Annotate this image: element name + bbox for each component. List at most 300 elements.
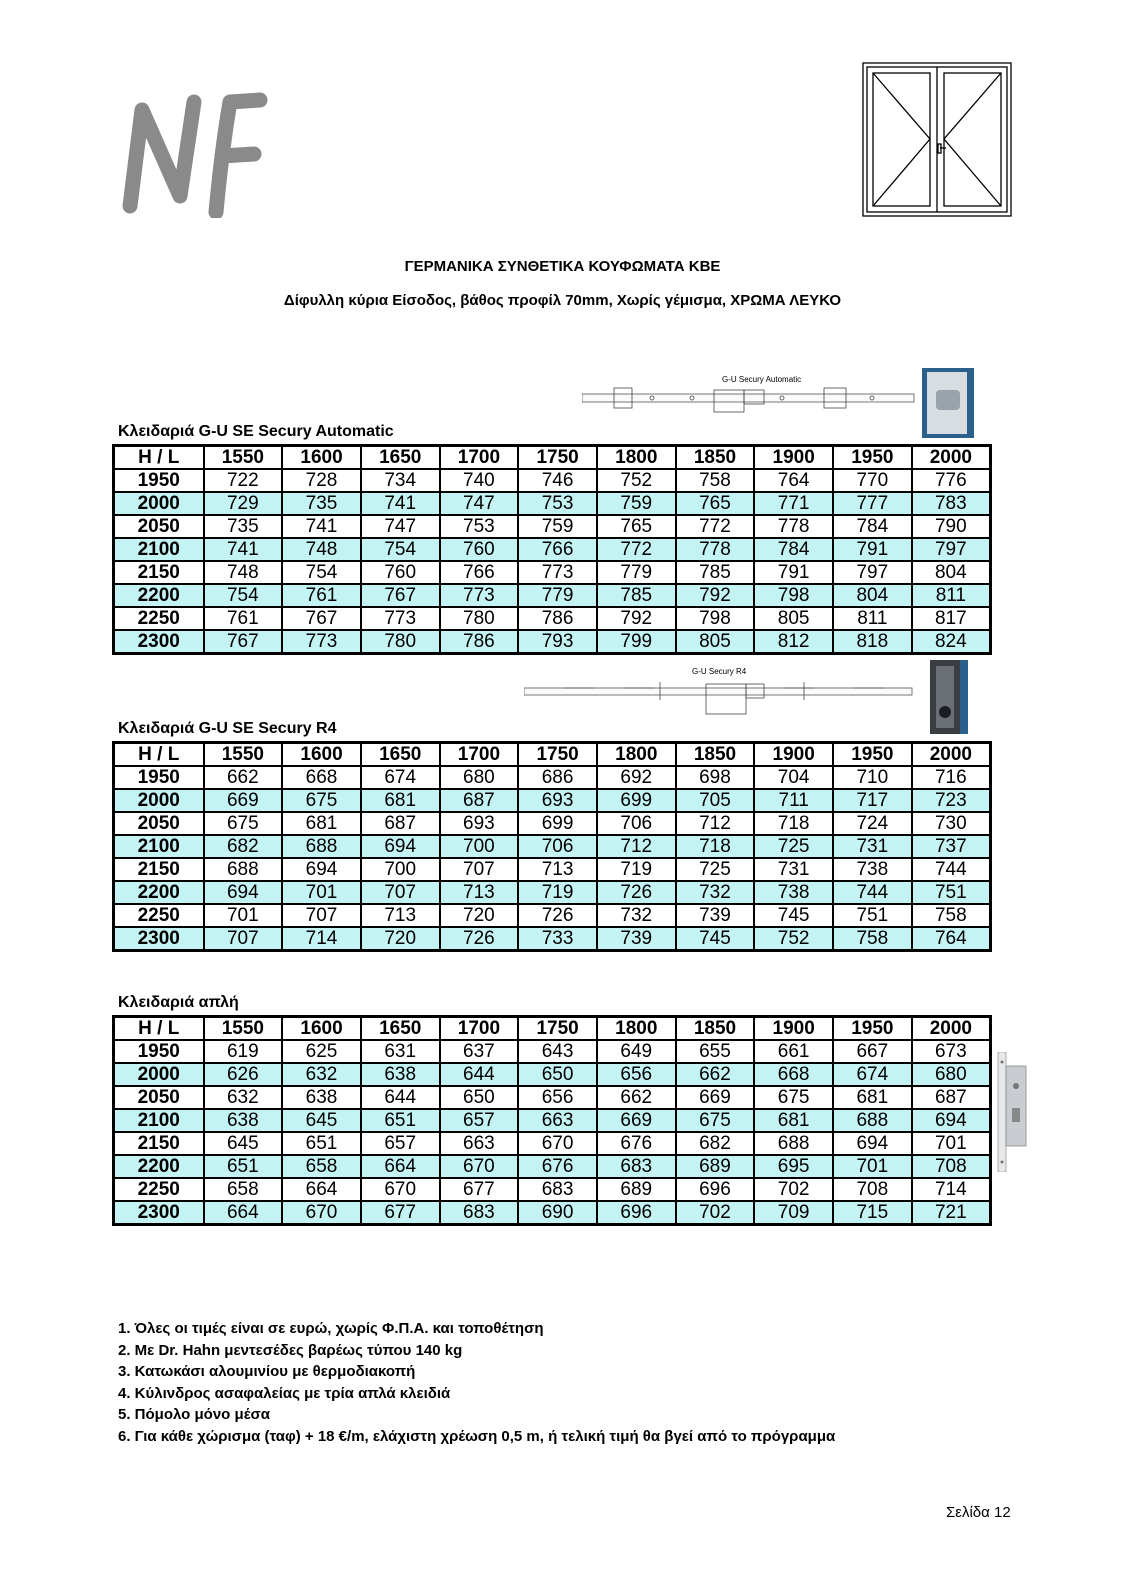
price-cell: 737 <box>912 835 991 858</box>
price-cell: 766 <box>440 561 519 584</box>
price-cell: 705 <box>676 789 755 812</box>
height-row-header: 2000 <box>114 789 204 812</box>
width-header-cell: 1750 <box>518 1017 597 1041</box>
width-header-cell: 1800 <box>597 743 676 767</box>
width-header-cell: 1950 <box>833 446 912 470</box>
price-table-secury-r4 <box>112 741 992 952</box>
price-cell: 752 <box>597 469 676 492</box>
price-cell: 700 <box>440 835 519 858</box>
price-cell: 707 <box>361 881 440 904</box>
price-cell: 779 <box>518 584 597 607</box>
price-cell: 773 <box>361 607 440 630</box>
table-row <box>114 515 991 538</box>
price-cell: 724 <box>833 812 912 835</box>
price-cell: 669 <box>597 1109 676 1132</box>
price-cell: 693 <box>518 789 597 812</box>
price-cell: 732 <box>597 904 676 927</box>
price-cell: 688 <box>204 858 283 881</box>
height-row-header: 2100 <box>114 1109 204 1132</box>
price-cell: 663 <box>518 1109 597 1132</box>
width-header-cell: 1700 <box>440 1017 519 1041</box>
width-header-cell: 1550 <box>204 743 283 767</box>
price-cell: 688 <box>754 1132 833 1155</box>
corner-header-cell: H / L <box>114 446 204 470</box>
price-cell: 733 <box>518 927 597 951</box>
price-cell: 721 <box>912 1201 991 1225</box>
price-cell: 713 <box>361 904 440 927</box>
price-cell: 792 <box>597 607 676 630</box>
height-row-header: 2200 <box>114 1155 204 1178</box>
price-cell: 754 <box>204 584 283 607</box>
table-row <box>114 766 991 789</box>
corner-header-cell: H / L <box>114 743 204 767</box>
table-row <box>114 812 991 835</box>
price-cell: 695 <box>754 1155 833 1178</box>
price-cell: 786 <box>518 607 597 630</box>
price-cell: 694 <box>833 1132 912 1155</box>
price-cell: 726 <box>597 881 676 904</box>
price-cell: 740 <box>440 469 519 492</box>
price-cell: 718 <box>676 835 755 858</box>
price-table-secury-automatic <box>112 444 992 655</box>
price-cell: 706 <box>597 812 676 835</box>
note-item: 4. Κύλινδρος ασαφαλείας με τρία απλά κλειδιά <box>118 1384 451 1402</box>
price-cell: 655 <box>676 1040 755 1063</box>
price-cell: 779 <box>597 561 676 584</box>
table-header-row <box>114 743 991 767</box>
price-cell: 731 <box>833 835 912 858</box>
secury-automatic-lock-photo <box>922 368 974 438</box>
price-cell: 674 <box>833 1063 912 1086</box>
width-header-cell: 1850 <box>676 743 755 767</box>
price-cell: 751 <box>912 881 991 904</box>
price-cell: 645 <box>204 1132 283 1155</box>
width-header-cell: 2000 <box>912 1017 991 1041</box>
price-cell: 707 <box>440 858 519 881</box>
width-header-cell: 1900 <box>754 446 833 470</box>
price-table-simple-lock <box>112 1015 992 1226</box>
price-cell: 650 <box>518 1063 597 1086</box>
price-cell: 693 <box>440 812 519 835</box>
price-cell: 704 <box>754 766 833 789</box>
price-cell: 657 <box>440 1109 519 1132</box>
price-cell: 619 <box>204 1040 283 1063</box>
price-cell: 683 <box>440 1201 519 1225</box>
price-cell: 780 <box>361 630 440 654</box>
price-cell: 668 <box>754 1063 833 1086</box>
height-row-header: 2300 <box>114 630 204 654</box>
price-cell: 764 <box>754 469 833 492</box>
height-row-header: 2300 <box>114 1201 204 1225</box>
table-row <box>114 789 991 812</box>
price-cell: 712 <box>676 812 755 835</box>
price-cell: 726 <box>440 927 519 951</box>
price-cell: 765 <box>676 492 755 515</box>
price-cell: 663 <box>440 1132 519 1155</box>
price-cell: 754 <box>282 561 361 584</box>
price-cell: 680 <box>440 766 519 789</box>
price-cell: 793 <box>518 630 597 654</box>
price-cell: 785 <box>597 584 676 607</box>
table-row <box>114 927 991 951</box>
page-subtitle: Δίφυλλη κύρια Είσοδος, βάθος προφίλ 70mm, Χωρίς γέμισμα, ΧΡΩΜΑ ΛΕΥΚΟ <box>283 292 842 309</box>
price-cell: 717 <box>833 789 912 812</box>
price-cell: 797 <box>833 561 912 584</box>
price-cell: 644 <box>361 1086 440 1109</box>
price-cell: 651 <box>361 1109 440 1132</box>
height-row-header: 2000 <box>114 492 204 515</box>
price-cell: 760 <box>361 561 440 584</box>
price-cell: 797 <box>912 538 991 561</box>
height-row-header: 2250 <box>114 904 204 927</box>
price-cell: 681 <box>282 812 361 835</box>
price-cell: 772 <box>597 538 676 561</box>
price-cell: 683 <box>597 1155 676 1178</box>
table-row <box>114 469 991 492</box>
width-header-cell: 1950 <box>833 1017 912 1041</box>
price-cell: 692 <box>597 766 676 789</box>
price-cell: 662 <box>676 1063 755 1086</box>
price-cell: 735 <box>204 515 283 538</box>
price-cell: 632 <box>282 1063 361 1086</box>
table-row <box>114 1201 991 1225</box>
price-cell: 747 <box>361 515 440 538</box>
price-cell: 752 <box>754 927 833 951</box>
price-cell: 632 <box>204 1086 283 1109</box>
price-cell: 682 <box>204 835 283 858</box>
price-cell: 811 <box>912 584 991 607</box>
price-cell: 644 <box>440 1063 519 1086</box>
price-cell: 761 <box>204 607 283 630</box>
height-row-header: 2150 <box>114 561 204 584</box>
price-cell: 707 <box>204 927 283 951</box>
price-cell: 681 <box>754 1109 833 1132</box>
price-cell: 701 <box>833 1155 912 1178</box>
price-cell: 701 <box>204 904 283 927</box>
mortise-lock-image <box>994 1052 1030 1172</box>
height-row-header: 2050 <box>114 1086 204 1109</box>
price-cell: 791 <box>754 561 833 584</box>
width-header-cell: 2000 <box>912 446 991 470</box>
price-cell: 688 <box>282 835 361 858</box>
price-cell: 792 <box>676 584 755 607</box>
table-row <box>114 492 991 515</box>
lock-image-caption: G-U Secury Automatic <box>722 375 802 384</box>
price-cell: 728 <box>282 469 361 492</box>
height-row-header: 2050 <box>114 515 204 538</box>
price-cell: 725 <box>676 858 755 881</box>
price-cell: 767 <box>361 584 440 607</box>
price-cell: 706 <box>518 835 597 858</box>
price-cell: 661 <box>754 1040 833 1063</box>
table-row <box>114 1132 991 1155</box>
table-row <box>114 607 991 630</box>
price-cell: 673 <box>912 1040 991 1063</box>
price-cell: 716 <box>912 766 991 789</box>
price-cell: 643 <box>518 1040 597 1063</box>
table-row <box>114 1178 991 1201</box>
price-cell: 651 <box>204 1155 283 1178</box>
height-row-header: 2200 <box>114 881 204 904</box>
price-cell: 689 <box>597 1178 676 1201</box>
price-cell: 626 <box>204 1063 283 1086</box>
price-cell: 709 <box>754 1201 833 1225</box>
price-cell: 699 <box>518 812 597 835</box>
height-row-header: 2000 <box>114 1063 204 1086</box>
price-cell: 771 <box>754 492 833 515</box>
height-row-header: 2200 <box>114 584 204 607</box>
price-cell: 745 <box>754 904 833 927</box>
width-header-cell: 1850 <box>676 446 755 470</box>
table-label-secury-automatic: Κλειδαριά G-U SE Secury Automatic <box>118 423 394 440</box>
price-cell: 766 <box>518 538 597 561</box>
price-cell: 677 <box>361 1201 440 1225</box>
price-cell: 688 <box>833 1109 912 1132</box>
height-row-header: 2050 <box>114 812 204 835</box>
height-row-header: 1950 <box>114 1040 204 1063</box>
table-row <box>114 561 991 584</box>
price-cell: 741 <box>361 492 440 515</box>
price-cell: 777 <box>833 492 912 515</box>
price-cell: 670 <box>282 1201 361 1225</box>
price-cell: 784 <box>833 515 912 538</box>
price-cell: 664 <box>204 1201 283 1225</box>
price-cell: 662 <box>597 1086 676 1109</box>
price-cell: 818 <box>833 630 912 654</box>
price-cell: 658 <box>282 1155 361 1178</box>
price-cell: 713 <box>440 881 519 904</box>
price-cell: 725 <box>754 835 833 858</box>
price-cell: 720 <box>440 904 519 927</box>
price-cell: 675 <box>754 1086 833 1109</box>
price-cell: 670 <box>518 1132 597 1155</box>
price-cell: 767 <box>282 607 361 630</box>
price-cell: 625 <box>282 1040 361 1063</box>
note-item: 3. Κατωκάσι αλουμινίου με θερμοδιακοπή <box>118 1363 416 1380</box>
price-cell: 747 <box>440 492 519 515</box>
price-cell: 812 <box>754 630 833 654</box>
price-cell: 759 <box>518 515 597 538</box>
price-cell: 798 <box>676 607 755 630</box>
price-cell: 681 <box>361 789 440 812</box>
price-cell: 690 <box>518 1201 597 1225</box>
price-cell: 694 <box>912 1109 991 1132</box>
price-cell: 731 <box>754 858 833 881</box>
price-cell: 662 <box>204 766 283 789</box>
double-door-drawing <box>862 62 1012 217</box>
price-cell: 772 <box>676 515 755 538</box>
table-row <box>114 1040 991 1063</box>
price-cell: 824 <box>912 630 991 654</box>
price-cell: 798 <box>754 584 833 607</box>
price-cell: 638 <box>204 1109 283 1132</box>
price-cell: 791 <box>833 538 912 561</box>
price-cell: 770 <box>833 469 912 492</box>
note-item: 5. Πόμολο μόνο μέσα <box>118 1406 270 1423</box>
price-cell: 738 <box>833 858 912 881</box>
price-cell: 696 <box>676 1178 755 1201</box>
price-cell: 765 <box>597 515 676 538</box>
table-header-row <box>114 446 991 470</box>
price-cell: 645 <box>282 1109 361 1132</box>
price-cell: 739 <box>676 904 755 927</box>
nf-logo <box>118 88 268 218</box>
price-cell: 732 <box>676 881 755 904</box>
width-header-cell: 1550 <box>204 1017 283 1041</box>
price-cell: 729 <box>204 492 283 515</box>
price-cell: 758 <box>676 469 755 492</box>
width-header-cell: 1800 <box>597 1017 676 1041</box>
price-cell: 675 <box>204 812 283 835</box>
note-item: 2. Με Dr. Hahn μεντεσέδες βαρέως τύπου 140 kg <box>118 1341 463 1359</box>
table-row <box>114 835 991 858</box>
price-cell: 713 <box>518 858 597 881</box>
width-header-cell: 1600 <box>282 1017 361 1041</box>
price-cell: 719 <box>597 858 676 881</box>
price-cell: 751 <box>833 904 912 927</box>
price-cell: 741 <box>282 515 361 538</box>
price-cell: 758 <box>833 927 912 951</box>
price-cell: 656 <box>597 1063 676 1086</box>
price-cell: 649 <box>597 1040 676 1063</box>
price-cell: 735 <box>282 492 361 515</box>
table-label-simple-lock: Κλειδαριά απλή <box>118 994 239 1011</box>
price-cell: 741 <box>204 538 283 561</box>
height-row-header: 2300 <box>114 927 204 951</box>
table-row <box>114 1086 991 1109</box>
price-cell: 638 <box>282 1086 361 1109</box>
secury-automatic-lock-image <box>582 372 922 416</box>
height-row-header: 2250 <box>114 607 204 630</box>
width-header-cell: 1600 <box>282 446 361 470</box>
price-cell: 817 <box>912 607 991 630</box>
table-header-row <box>114 1017 991 1041</box>
price-cell: 786 <box>440 630 519 654</box>
price-cell: 683 <box>518 1178 597 1201</box>
price-cell: 719 <box>518 881 597 904</box>
price-cell: 675 <box>282 789 361 812</box>
width-header-cell: 1800 <box>597 446 676 470</box>
table-row <box>114 1109 991 1132</box>
page-number: Σελίδα 12 <box>946 1504 1011 1521</box>
price-cell: 702 <box>754 1178 833 1201</box>
height-row-header: 2100 <box>114 835 204 858</box>
price-cell: 811 <box>833 607 912 630</box>
price-cell: 674 <box>361 766 440 789</box>
price-cell: 785 <box>676 561 755 584</box>
price-cell: 773 <box>440 584 519 607</box>
price-cell: 739 <box>597 927 676 951</box>
price-cell: 637 <box>440 1040 519 1063</box>
price-cell: 718 <box>754 812 833 835</box>
price-cell: 694 <box>282 858 361 881</box>
price-cell: 670 <box>440 1155 519 1178</box>
width-header-cell: 1850 <box>676 1017 755 1041</box>
price-cell: 650 <box>440 1086 519 1109</box>
width-header-cell: 1650 <box>361 446 440 470</box>
price-cell: 708 <box>912 1155 991 1178</box>
price-cell: 664 <box>282 1178 361 1201</box>
price-cell: 676 <box>597 1132 676 1155</box>
price-cell: 805 <box>754 607 833 630</box>
secury-r4-lock-photo <box>920 660 970 734</box>
height-row-header: 2250 <box>114 1178 204 1201</box>
price-cell: 723 <box>912 789 991 812</box>
table-row <box>114 904 991 927</box>
price-cell: 687 <box>361 812 440 835</box>
secury-r4-lock-image <box>524 664 914 720</box>
price-cell: 715 <box>833 1201 912 1225</box>
price-cell: 689 <box>676 1155 755 1178</box>
width-header-cell: 2000 <box>912 743 991 767</box>
width-header-cell: 1700 <box>440 743 519 767</box>
price-cell: 776 <box>912 469 991 492</box>
price-cell: 657 <box>361 1132 440 1155</box>
width-header-cell: 1650 <box>361 1017 440 1041</box>
price-cell: 702 <box>676 1201 755 1225</box>
table-row <box>114 538 991 561</box>
price-cell: 730 <box>912 812 991 835</box>
price-cell: 711 <box>754 789 833 812</box>
price-cell: 681 <box>833 1086 912 1109</box>
table-row <box>114 630 991 654</box>
price-cell: 698 <box>676 766 755 789</box>
price-cell: 667 <box>833 1040 912 1063</box>
table-row <box>114 1063 991 1086</box>
price-cell: 696 <box>597 1201 676 1225</box>
table-row <box>114 858 991 881</box>
price-cell: 758 <box>912 904 991 927</box>
price-cell: 744 <box>912 858 991 881</box>
price-cell: 745 <box>676 927 755 951</box>
price-cell: 675 <box>676 1109 755 1132</box>
width-header-cell: 1750 <box>518 446 597 470</box>
price-cell: 799 <box>597 630 676 654</box>
price-cell: 783 <box>912 492 991 515</box>
price-cell: 669 <box>676 1086 755 1109</box>
price-cell: 804 <box>833 584 912 607</box>
price-cell: 707 <box>282 904 361 927</box>
price-cell: 760 <box>440 538 519 561</box>
width-header-cell: 1700 <box>440 446 519 470</box>
price-cell: 773 <box>518 561 597 584</box>
price-cell: 694 <box>204 881 283 904</box>
price-cell: 778 <box>676 538 755 561</box>
price-cell: 767 <box>204 630 283 654</box>
price-cell: 764 <box>912 927 991 951</box>
price-cell: 710 <box>833 766 912 789</box>
price-cell: 677 <box>440 1178 519 1201</box>
price-cell: 754 <box>361 538 440 561</box>
width-header-cell: 1900 <box>754 1017 833 1041</box>
width-header-cell: 1950 <box>833 743 912 767</box>
price-cell: 746 <box>518 469 597 492</box>
price-cell: 753 <box>440 515 519 538</box>
price-cell: 748 <box>204 561 283 584</box>
price-cell: 714 <box>912 1178 991 1201</box>
price-cell: 682 <box>676 1132 755 1155</box>
price-cell: 780 <box>440 607 519 630</box>
corner-header-cell: H / L <box>114 1017 204 1041</box>
price-cell: 804 <box>912 561 991 584</box>
price-cell: 638 <box>361 1063 440 1086</box>
price-cell: 759 <box>597 492 676 515</box>
price-cell: 734 <box>361 469 440 492</box>
table-label-secury-r4: Κλειδαριά G-U SE Secury R4 <box>118 720 337 737</box>
height-row-header: 1950 <box>114 469 204 492</box>
height-row-header: 2150 <box>114 1132 204 1155</box>
price-cell: 676 <box>518 1155 597 1178</box>
